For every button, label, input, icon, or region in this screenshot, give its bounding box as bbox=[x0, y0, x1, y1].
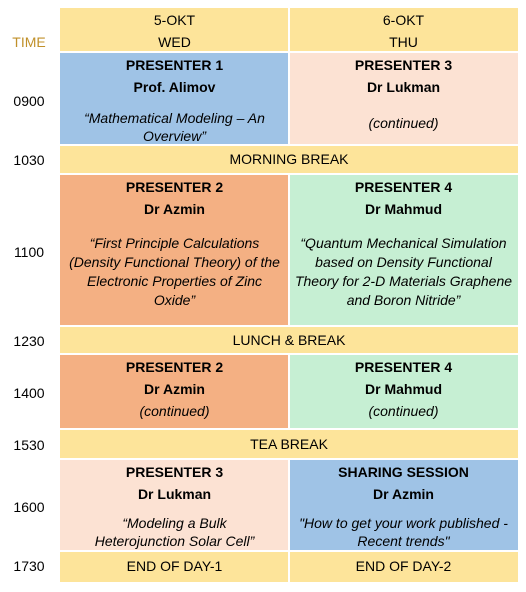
presenter-name: Dr Mahmud bbox=[365, 201, 442, 217]
day2-weekday: THU bbox=[289, 32, 518, 52]
end-of-day-2: END OF DAY-2 bbox=[289, 551, 518, 582]
presenter-title: PRESENTER 4 bbox=[354, 179, 453, 195]
presenter-title: PRESENTER 2 bbox=[125, 179, 224, 195]
talk-topic: “Quantum Mechanical Simulation based on Density Functional Theory for 2-D Materials Graphene and Boron Nitride” bbox=[294, 235, 513, 308]
time-column-header: TIME bbox=[12, 34, 46, 50]
slot3-day2-session bbox=[289, 354, 518, 429]
time-1400: 1400 bbox=[13, 385, 45, 401]
time-1230: 1230 bbox=[13, 333, 45, 349]
day1-weekday: WED bbox=[60, 32, 289, 52]
talk-topic: “First Principle Calculations (Density Functional Theory) of the Electronic Properties of Zinc Oxide” bbox=[69, 235, 280, 308]
presenter-name: Dr Azmin bbox=[144, 201, 205, 217]
column-divider bbox=[288, 174, 290, 326]
presenter-name: Dr Azmin bbox=[373, 486, 434, 502]
presenter-title: PRESENTER 1 bbox=[125, 57, 224, 73]
presenter-name: Dr Azmin bbox=[144, 381, 205, 397]
column-divider bbox=[288, 354, 290, 429]
time-1730: 1730 bbox=[13, 558, 45, 574]
morning-break: MORNING BREAK bbox=[60, 145, 518, 174]
column-divider bbox=[288, 8, 290, 52]
lunch-break: LUNCH & BREAK bbox=[60, 326, 518, 354]
column-divider bbox=[288, 52, 290, 145]
continued-note: (continued) bbox=[368, 115, 439, 131]
row-divider bbox=[60, 144, 518, 146]
presenter-title: PRESENTER 3 bbox=[125, 464, 224, 480]
presenter-title: PRESENTER 4 bbox=[354, 359, 453, 375]
talk-topic: “Mathematical Modeling – An Overview” bbox=[84, 110, 265, 144]
slot4-day1-session bbox=[60, 459, 289, 551]
presenter-name: Dr Lukman bbox=[366, 79, 441, 95]
row-divider bbox=[60, 428, 518, 430]
talk-topic: “Modeling a Bulk Heterojunction Solar Cell” bbox=[94, 515, 255, 549]
slot1-day1-session bbox=[60, 52, 289, 145]
tea-break: TEA BREAK bbox=[60, 429, 518, 459]
row-divider bbox=[60, 325, 518, 327]
continued-note: (continued) bbox=[139, 403, 210, 419]
day2-date: 6-OKT bbox=[289, 8, 518, 32]
presenter-name: Prof. Alimov bbox=[133, 79, 216, 95]
slot3-day1-session bbox=[60, 354, 289, 429]
column-divider bbox=[288, 459, 290, 551]
day1-date: 5-OKT bbox=[60, 8, 289, 32]
slot2-day1-session bbox=[60, 174, 289, 326]
talk-topic: "How to get your work published - Recent trends" bbox=[299, 515, 508, 549]
time-1530: 1530 bbox=[13, 437, 45, 453]
presenter-title: PRESENTER 3 bbox=[354, 57, 453, 73]
slot2-day2-session bbox=[289, 174, 518, 326]
continued-note: (continued) bbox=[368, 403, 439, 419]
presenter-title: PRESENTER 2 bbox=[125, 359, 224, 375]
time-1030: 1030 bbox=[13, 152, 45, 168]
presenter-name: Dr Mahmud bbox=[365, 381, 442, 397]
presenter-name: Dr Lukman bbox=[137, 486, 212, 502]
time-1100: 1100 bbox=[13, 244, 45, 260]
time-1600: 1600 bbox=[13, 499, 45, 515]
time-0900: 0900 bbox=[13, 93, 45, 109]
column-divider bbox=[288, 551, 290, 582]
end-of-day-1: END OF DAY-1 bbox=[60, 551, 289, 582]
slot1-day2-session bbox=[289, 52, 518, 145]
slot4-day2-session bbox=[289, 459, 518, 551]
session-title: SHARING SESSION bbox=[338, 464, 469, 480]
